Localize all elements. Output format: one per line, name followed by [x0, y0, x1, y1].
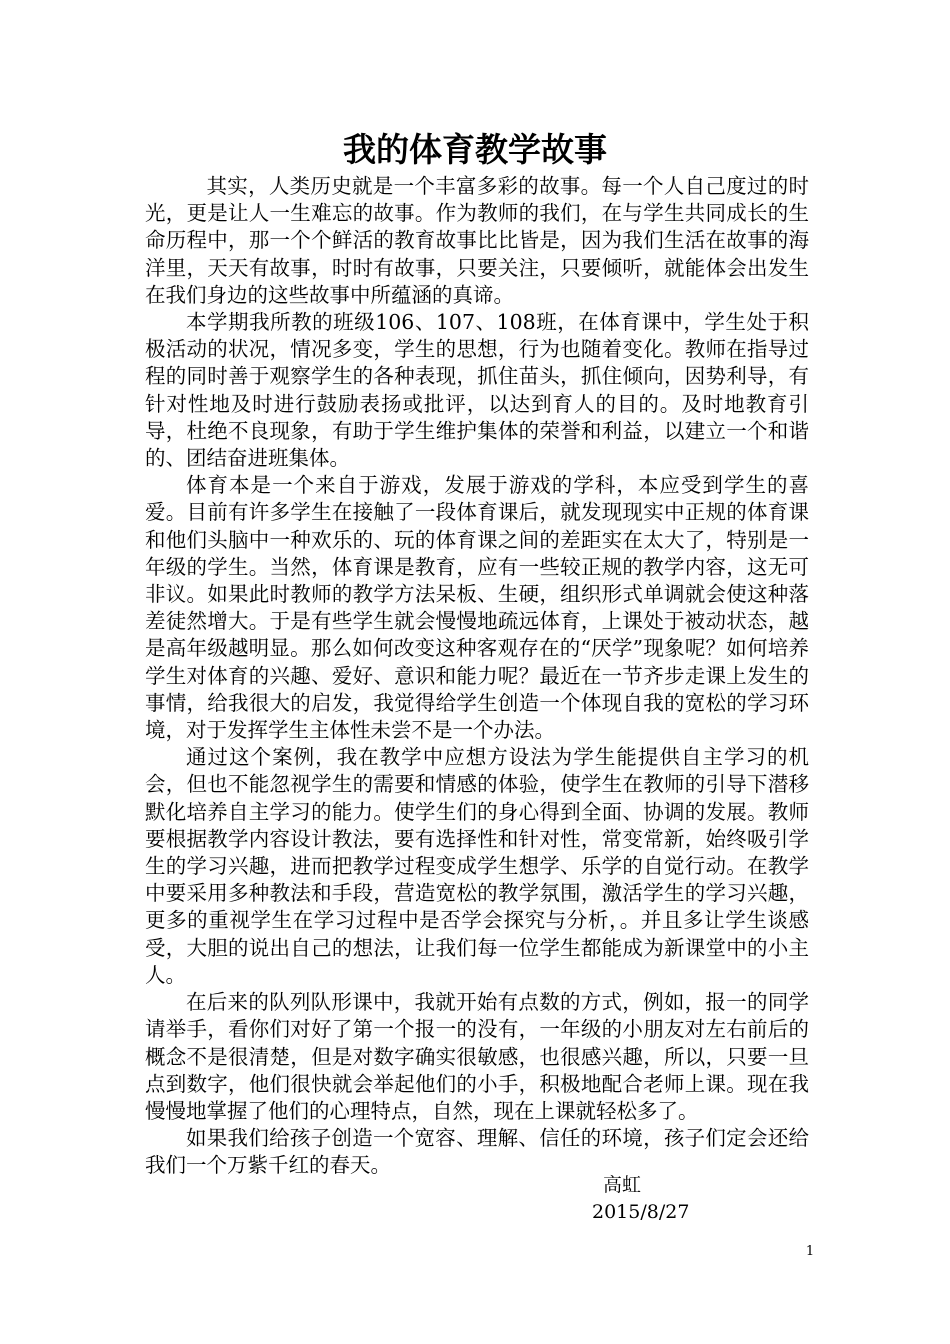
paragraph-5: 在后来的队列队形课中，我就开始有点数的方式，例如，报一的同学请举手，看你们对好了第一个报一的没有，一年级的小朋友对左右前后的概念不是很清楚，但是对数字确实很敏感，也很感兴趣，所以，只要一旦点到数字，他们很快就会举起他们的小手，积极地配合老师上课。现在我慢慢地掌握了他们的心理特点，自然，现在上课就轻松多了。 — [145, 990, 809, 1123]
document-date: 2015/8/27 — [592, 1201, 690, 1223]
document-body — [145, 173, 809, 1180]
author-name: 高虹 — [603, 1174, 642, 1196]
paragraph-2: 本学期我所教的班级106、107、108班，在体育课中，学生处于积极活动的状况，情况多变，学生的思想，行为也随着变化。教师在指导过程的同时善于观察学生的各种表现，抓住苗头，抓住倾向，因势利导，有针对性地及时进行鼓励表扬或批评，以达到育人的目的。及时地教育引导，杜绝不良现象，有助于学生维护集体的荣誉和利益，以建立一个和谐的、团结奋进班集体。 — [145, 310, 809, 471]
document-title: 我的体育教学故事 — [343, 130, 607, 169]
signature-block — [560, 1172, 730, 1226]
page-number: 1 — [805, 1244, 815, 1259]
paragraph-3: 体育本是一个来自于游戏，发展于游戏的学科，本应受到学生的喜爱。目前有许多学生在接触了一段体育课后，就发现现实中正规的体育课和他们头脑中一种欢乐的、玩的体育课之间的差距实在太大了，特别是一年级的学生。当然，体育课是教育，应有一些较正规的教学内容，这无可非议。如果此时教师的教学方法呆板、生硬，组织形式单调就会使这种落差徒然增大。于是有些学生就会慢慢地疏远体育，上课处于被动状态，越是高年级越明显。那么如何改变这种客观存在的“厌学”现象呢？如何培养学生对体育的兴趣、爱好、意识和能力呢？最近在一节齐步走课上发生的事情，给我很大的启发，我觉得给学生创造一个体现自我的宽松的学习环境，对于发挥学生主体性未尝不是一个办法。 — [145, 473, 809, 743]
paragraph-6: 如果我们给孩子创造一个宽容、理解、信任的环境，孩子们定会还给我们一个万紫千红的春天。 — [145, 1126, 809, 1178]
paragraph-1: 其实，人类历史就是一个丰富多彩的故事。每一个人自己度过的时光，更是让人一生难忘的故事。作为教师的我们，在与学生共同成长的生命历程中，那一个个鲜活的教育故事比比皆是，因为我们生活在故事的海洋里，天天有故事，时时有故事，只要关注，只要倾听，就能体会出发生在我们身边的这些故事中所蕴涵的真谛。 — [145, 174, 809, 307]
paragraph-4: 通过这个案例，我在教学中应想方设法为学生能提供自主学习的机会，但也不能忽视学生的需要和情感的体验，使学生在教师的引导下潜移默化培养自主学习的能力。使学生们的身心得到全面、协调的发展。教师要根据教学内容设计教法，要有选择性和针对性，常变常新，始终吸引学生的学习兴趣，进而把教学过程变成学生想学、乐学的自觉行动。在教学中要采用多种教法和手段，营造宽松的教学氛围，激活学生的学习兴趣，更多的重视学生在学习过程中是否学会探究与分析，。并且多让学生谈感受，大胆的说出自己的想法，让我们每一位学生都能成为新课堂中的小主人。 — [145, 745, 809, 987]
